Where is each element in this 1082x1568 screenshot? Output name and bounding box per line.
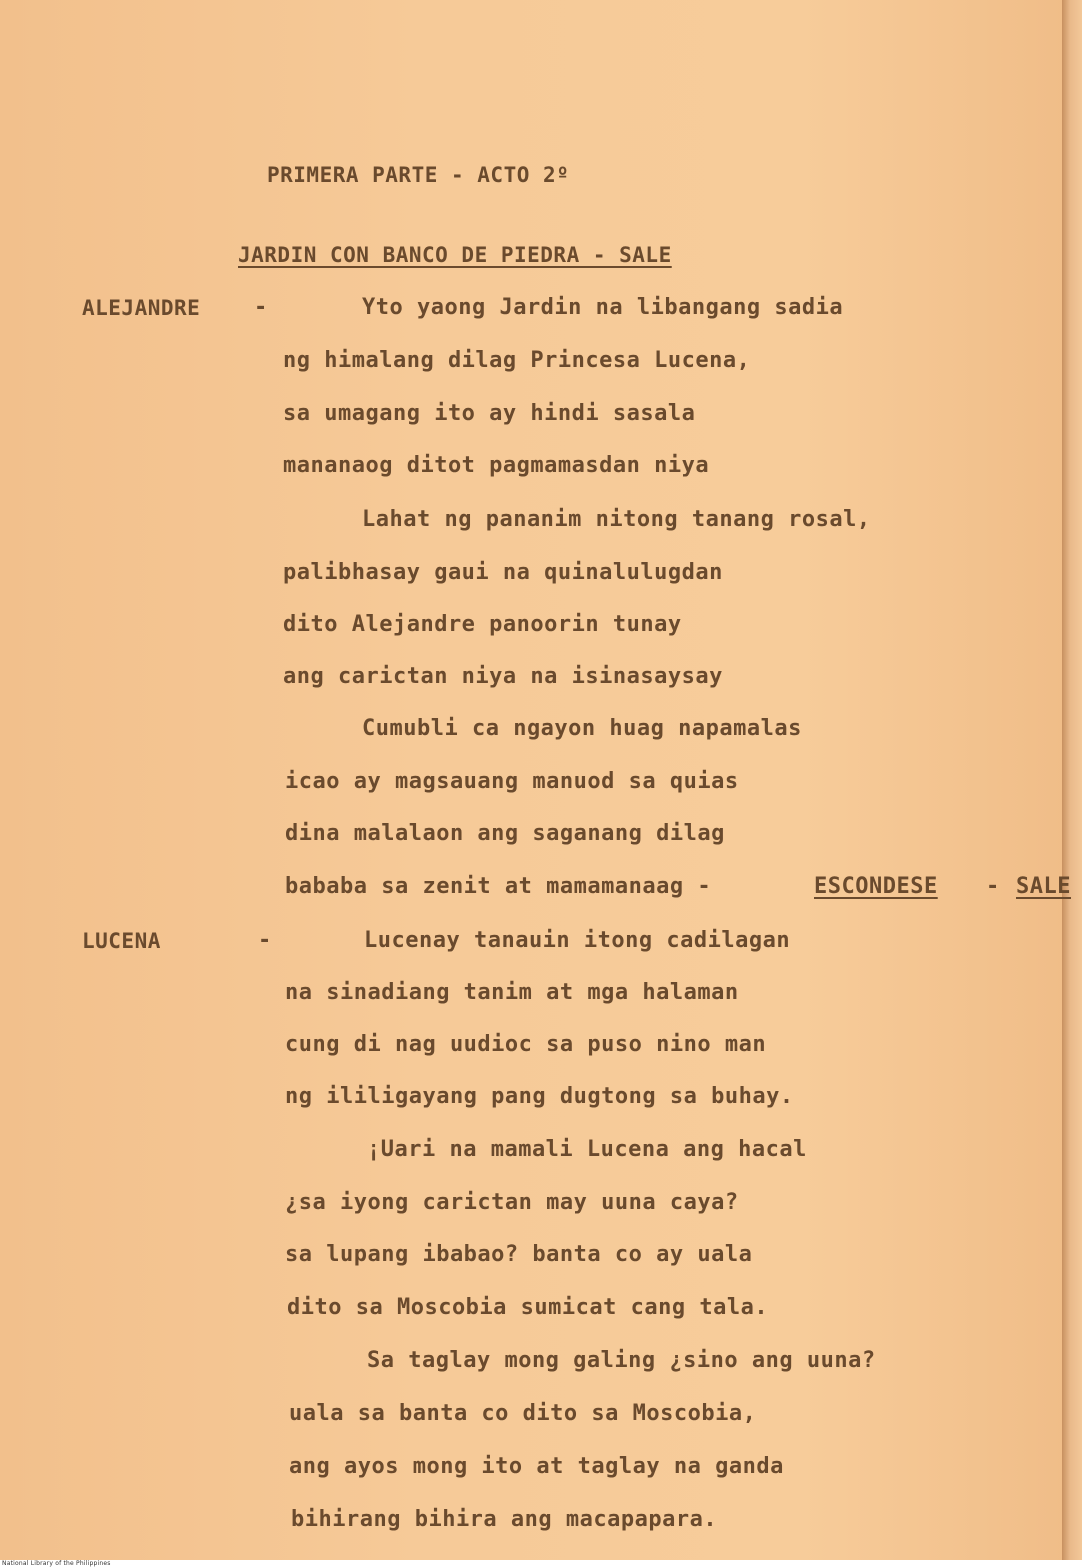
speaker-dash: -	[254, 295, 268, 320]
verse-line: ng himalang dilag Princesa Lucena,	[283, 348, 751, 373]
verse-line: ang ayos mong ito at taglay na ganda	[289, 1454, 784, 1479]
verse-line: sa umagang ito ay hindi sasala	[283, 401, 696, 426]
verse-line: palibhasay gaui na quinalulugdan	[283, 560, 723, 585]
speaker-lucena: LUCENA	[82, 929, 161, 953]
speaker-dash: -	[258, 928, 272, 953]
verse-line: ¡Uari na mamali Lucena ang hacal	[367, 1137, 807, 1162]
page-edge-shadow	[1062, 0, 1082, 1560]
verse-line: ang carictan niya na isinasaysay	[283, 664, 723, 689]
stage-direction-sale: SALE	[1016, 874, 1071, 899]
verse-line: ¿sa iyong carictan may uuna caya?	[285, 1190, 739, 1215]
verse-line: Sa taglay mong galing ¿sino ang uuna?	[367, 1348, 876, 1373]
speaker-alejandre: ALEJANDRE	[82, 296, 201, 320]
verse-line: Lucenay tanauin itong cadilagan	[364, 928, 791, 953]
verse-line: na sinadiang tanim at mga halaman	[285, 980, 739, 1005]
verse-line: sa lupang ibabao? banta co ay uala	[285, 1242, 753, 1267]
verse-line: Yto yaong Jardin na libangang sadia	[362, 295, 844, 320]
verse-line: dina malalaon ang saganang dilag	[285, 821, 725, 846]
verse-line: ng ililigayang pang dugtong sa buhay.	[285, 1084, 794, 1109]
verse-line: mananaog ditot pagmamasdan niya	[283, 453, 710, 478]
verse-line: dito sa Moscobia sumicat cang tala.	[287, 1295, 769, 1320]
verse-line: Cumubli ca ngayon huag napamalas	[362, 716, 802, 741]
library-credit: National Library of the Philippines	[2, 1560, 111, 1567]
verse-line: bihirang bihira ang macapapara.	[291, 1507, 718, 1532]
verse-line: Lahat ng pananim nitong tanang rosal,	[362, 507, 871, 532]
verse-line: icao ay magsauang manuod sa quias	[285, 769, 739, 794]
verse-line: cung di nag uudioc sa puso nino man	[285, 1032, 767, 1057]
act-title: PRIMERA PARTE - ACTO 2º	[267, 163, 570, 187]
scene-heading: JARDIN CON BANCO DE PIEDRA - SALE	[238, 243, 672, 267]
stage-direction-separator: -	[986, 874, 1000, 899]
verse-line: dito Alejandre panoorin tunay	[283, 612, 682, 637]
verse-line: bababa sa zenit at mamamanaag -	[285, 874, 712, 899]
verse-line: uala sa banta co dito sa Moscobia,	[289, 1401, 757, 1426]
footer-bar	[0, 1560, 1082, 1568]
stage-direction-escondese: ESCONDESE	[814, 874, 938, 899]
